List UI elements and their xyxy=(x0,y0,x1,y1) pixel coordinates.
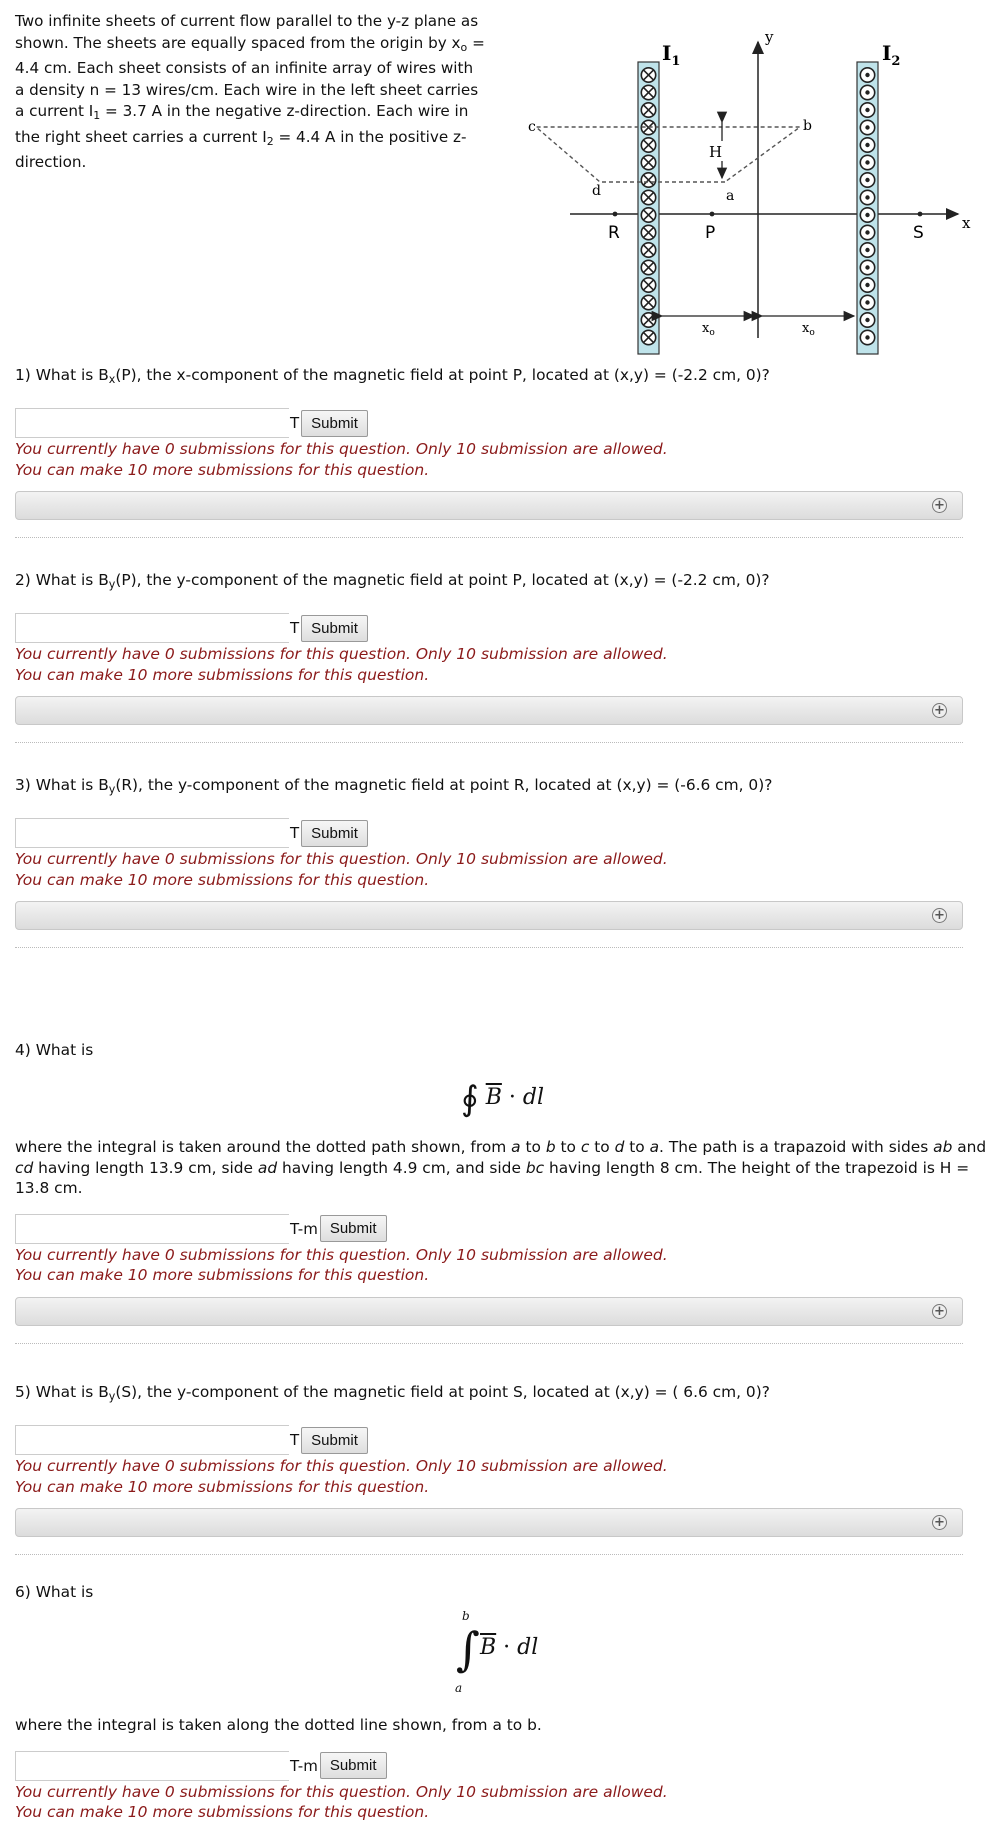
dotted-trapezoid-path xyxy=(536,127,800,182)
wire-dot-mark xyxy=(865,300,869,304)
question-2-text: 2) What is $B_y(P)$, the y-component of the magnetic field at point P, located at (x,y) = (-2.2 cm, 0)? xyxy=(15,571,770,592)
question-4 xyxy=(15,1040,990,1344)
question-2 xyxy=(15,570,990,743)
current-label-i2: $I_2$ xyxy=(882,41,901,69)
wire-dot-mark xyxy=(865,318,869,322)
height-h-label: H xyxy=(709,143,723,161)
question-1-submission-status: You currently have 0 submissions for this question. Only 10 submission are allowed. xyxy=(15,440,668,459)
question-6-unit: T-m xyxy=(290,1756,318,1775)
vector-dl: dl xyxy=(522,1085,544,1110)
question-3-hint-expander[interactable] xyxy=(15,901,963,930)
question-4-remaining-status: You can make 10 more submissions for this question. xyxy=(15,1266,430,1284)
question-2-hint-expander[interactable] xyxy=(15,696,963,725)
integral-sign: ∫ xyxy=(456,1622,480,1676)
question-4-submission-status: You currently have 0 submissions for this question. Only 10 submission are allowed. xyxy=(15,1245,668,1264)
point-d-label: d xyxy=(592,183,601,199)
wire-dot-mark xyxy=(865,213,869,217)
question-3-text: 3) What is $B_y(R)$, the y-component of the magnetic field at point R, located at (x,y) = (-6.6 cm, 0)? xyxy=(15,776,773,797)
point-r-dot xyxy=(613,212,618,217)
point-s-label: S xyxy=(913,223,924,243)
question-5-submission-status: You currently have 0 submissions for this question. Only 10 submission are allowed. xyxy=(15,1457,668,1476)
question-2-remaining-status: You can make 10 more submissions for this question. xyxy=(15,665,430,684)
question-4-unit: T-m xyxy=(290,1219,318,1238)
question-divider xyxy=(15,742,963,743)
expand-plus-icon[interactable]: + xyxy=(932,703,947,718)
question-1-answer-row xyxy=(15,407,990,439)
question-1-hint-expander[interactable] xyxy=(15,491,963,520)
intro-sub-i2: 2 xyxy=(266,134,274,148)
problem-statement xyxy=(15,11,485,174)
intro-text-4: = 4.4 A in the positive z-direction. xyxy=(15,127,467,172)
point-r-label: R xyxy=(608,223,620,243)
wire-dot-mark xyxy=(865,248,869,252)
point-b-label: b xyxy=(803,118,812,134)
wire-dot-mark xyxy=(865,108,869,112)
question-6-remaining-status: You can make 10 more submissions for this question. xyxy=(15,1803,430,1821)
x0-left-label: $x_o$ xyxy=(702,321,715,338)
question-4-description: where the integral is taken around the dotted path shown, from a to b to c to d to a. The path is a trapazoid with sides ab and cd having length 13.9 cm, side ad having length 4.9 cm, and side bc having length 8 cm. The height of the trapezoid is H = 13.8 cm. xyxy=(15,1138,987,1197)
question-1-text: 1) What is $B_x(P)$, the x-component of the magnetic field at point P, located at (x,y) = (-2.2 cm, 0)? xyxy=(15,366,770,387)
wire-dot-mark xyxy=(865,90,869,94)
wire-dot-mark xyxy=(865,73,869,77)
question-5-submit-button[interactable]: Submit xyxy=(301,1427,368,1454)
current-label-i1: $I_1$ xyxy=(662,41,681,69)
expand-plus-icon[interactable]: + xyxy=(932,1515,947,1530)
point-c-label: c xyxy=(528,119,536,135)
question-4-submit-button[interactable]: Submit xyxy=(320,1215,387,1242)
question-4-answer-row xyxy=(15,1213,990,1245)
question-4-label: 4) What is xyxy=(15,1041,94,1059)
question-divider xyxy=(15,947,963,948)
question-1-answer-input[interactable] xyxy=(15,408,289,438)
question-6-submit-button[interactable]: Submit xyxy=(320,1752,387,1779)
question-divider xyxy=(15,537,963,538)
question-6-answer-input[interactable] xyxy=(15,1751,289,1781)
wire-dot-mark xyxy=(865,195,869,199)
question-6-answer-row xyxy=(15,1750,990,1782)
question-3-submission-status: You currently have 0 submissions for this question. Only 10 submission are allowed. xyxy=(15,850,668,869)
question-2-answer-row xyxy=(15,612,990,644)
question-4-hint-expander[interactable] xyxy=(15,1297,963,1326)
question-6-description: where the integral is taken along the dotted line shown, from a to b. xyxy=(15,1716,542,1734)
question-5-answer-row xyxy=(15,1424,990,1456)
dot-operator: · xyxy=(508,1085,516,1110)
wire-dot-mark xyxy=(865,230,869,234)
question-3-submit-button[interactable]: Submit xyxy=(301,820,368,847)
closed-line-integral-formula xyxy=(15,1079,990,1119)
question-4-answer-input[interactable] xyxy=(15,1214,289,1244)
question-2-submission-status: You currently have 0 submissions for this question. Only 10 submission are allowed. xyxy=(15,645,668,664)
question-6-submission-status: You currently have 0 submissions for this question. Only 10 submission are allowed. xyxy=(15,1782,668,1801)
question-3-answer-input[interactable] xyxy=(15,818,289,848)
integral-upper-limit: b xyxy=(462,1609,470,1623)
point-p-dot xyxy=(710,212,715,217)
question-5-text: 5) What is $B_y(S)$, the y-component of the magnetic field at point S, located at (x,y) = ( 6.6 cm, 0)? xyxy=(15,1383,770,1404)
question-divider xyxy=(15,1343,963,1344)
wire-dot-mark xyxy=(865,160,869,164)
x0-right-label: $x_o$ xyxy=(802,321,815,338)
question-3 xyxy=(15,775,990,948)
intro-text-1: Two infinite sheets of current flow parallel to the y-z plane as shown. The sheets are equally spaced from the origin by x xyxy=(15,12,479,52)
intro-text-2: = 4.4 cm. Each sheet consists of an infinite array of wires with a density n = 13 wires/cm. Each wire in the left sheet carries a current I xyxy=(15,33,485,121)
integral-lower-limit: a xyxy=(455,1681,463,1695)
definite-line-integral-formula xyxy=(15,1609,990,1699)
question-3-remaining-status: You can make 10 more submissions for this question. xyxy=(15,870,430,889)
question-5-unit: T xyxy=(290,1431,300,1450)
question-6-label: 6) What is xyxy=(15,1583,94,1601)
expand-plus-icon[interactable]: + xyxy=(932,1304,947,1319)
wire-dot-mark xyxy=(865,283,869,287)
question-1 xyxy=(15,365,990,538)
question-1-remaining-status: You can make 10 more submissions for this question. xyxy=(15,460,430,479)
wire-dot-mark xyxy=(865,178,869,182)
wire-dot-mark xyxy=(865,335,869,339)
current-sheets-diagram xyxy=(500,20,980,375)
question-5-answer-input[interactable] xyxy=(15,1425,289,1455)
expand-plus-icon[interactable]: + xyxy=(932,498,947,513)
question-6 xyxy=(15,1582,990,1823)
question-2-answer-input[interactable] xyxy=(15,613,289,643)
question-1-unit: T xyxy=(290,414,300,433)
question-5-hint-expander[interactable] xyxy=(15,1508,963,1537)
wire-dot-mark xyxy=(865,265,869,269)
integrand: $\overline{B}$ · dl xyxy=(480,1635,539,1660)
y-axis-label: y xyxy=(765,28,774,46)
x-axis-label: x xyxy=(962,214,971,232)
question-5 xyxy=(15,1382,990,1555)
question-3-unit: T xyxy=(290,824,300,843)
wire-dot-mark xyxy=(865,143,869,147)
question-divider xyxy=(15,1554,963,1555)
question-2-unit: T xyxy=(290,619,300,638)
point-a-label: a xyxy=(726,188,735,204)
contour-integral-sign: ∮ xyxy=(460,1079,479,1119)
wire-dot-mark xyxy=(865,125,869,129)
question-2-submit-button[interactable]: Submit xyxy=(301,615,368,642)
vector-b: $\overline{B}$ xyxy=(485,1085,502,1110)
intro-text-3: = 3.7 A in the negative z-direction. Each wire in the right sheet carries a current I xyxy=(15,102,469,146)
question-5-remaining-status: You can make 10 more submissions for this question. xyxy=(15,1477,430,1496)
question-1-submit-button[interactable]: Submit xyxy=(301,410,368,437)
expand-plus-icon[interactable]: + xyxy=(932,908,947,923)
intro-sub-x0: o xyxy=(460,40,468,54)
intro-sub-i1: 1 xyxy=(93,109,101,123)
point-s-dot xyxy=(918,212,923,217)
question-3-answer-row xyxy=(15,817,990,849)
point-p-label: P xyxy=(705,223,716,243)
